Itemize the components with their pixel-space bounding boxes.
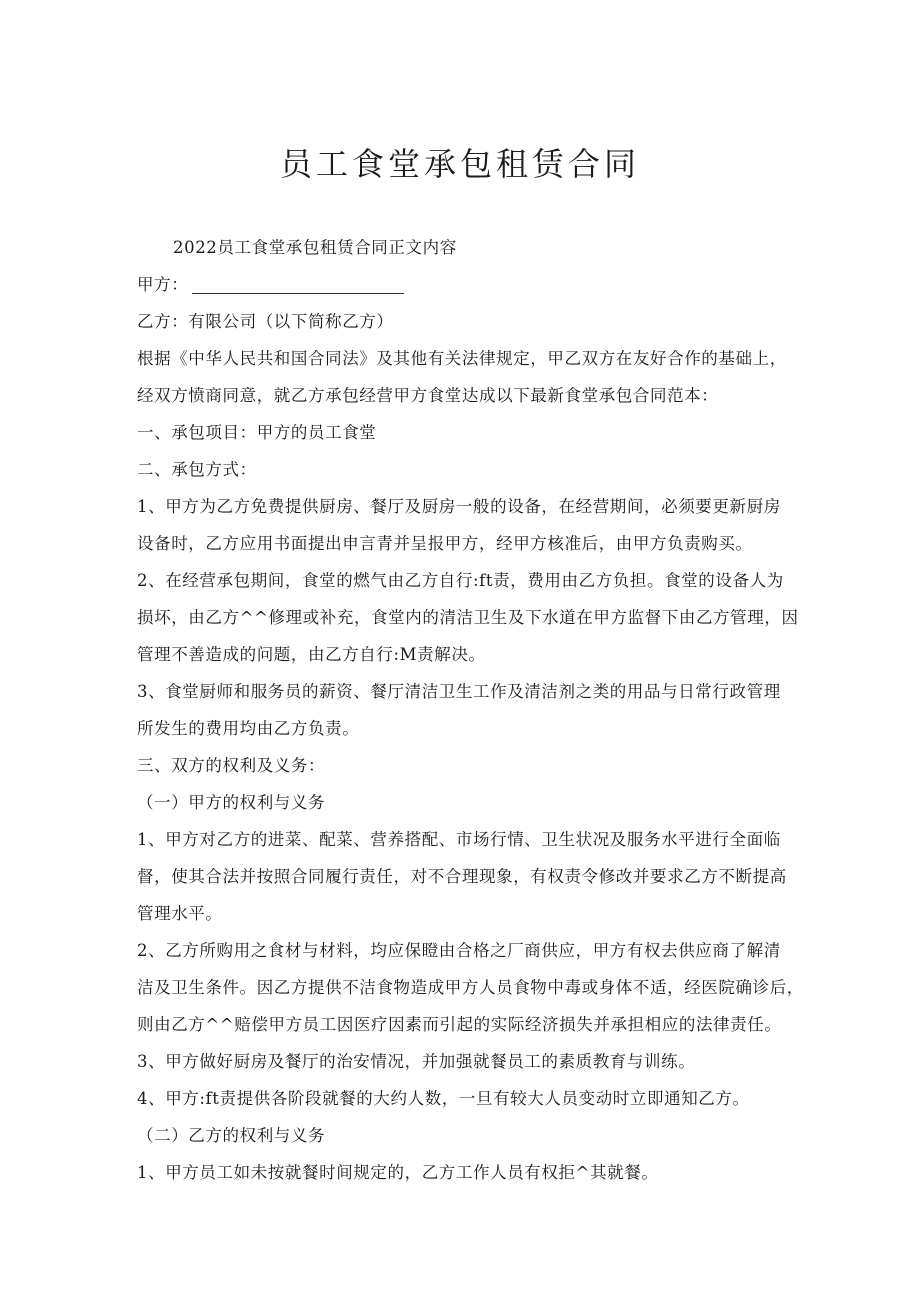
text-line: 所发生的费用均由乙方负责。 — [137, 719, 360, 738]
text-line: 经双方愤商同意，就乙方承包经营甲方食堂达成以下最新食堂承包合同范本： — [137, 386, 719, 405]
section-heading: 三、双方的权利及义务： — [137, 756, 326, 775]
text-line: 2、乙方所购用之食材与材料，均应保瞪由合格之厂商供应，甲方有权去供应商了解清 — [137, 941, 781, 960]
section-heading: 一、承包项目：甲方的员工食堂 — [137, 423, 377, 442]
party-a-line — [137, 266, 787, 303]
text-line: 管理水平。 — [137, 904, 223, 923]
text-line: 2、在经营承包期间，食堂的燃气由乙方自行:ft责，费用由乙方负担。食堂的设备人为 — [137, 571, 784, 590]
text-line: 损坏，由乙方^^修理或补充，食堂内的清洁卫生及下水道在甲方监督下由乙方管理，因 — [137, 608, 799, 627]
text-line: 1、甲方员工如未按就餐时间规定的，乙方工作人员有权拒^其就餐。 — [137, 1163, 659, 1182]
text-line: 3、甲方做好厨房及餐厅的治安情况，并加强就餐员工的素质教育与训练。 — [137, 1052, 696, 1071]
text-line: 管理不善造成的问题，由乙方自行:M责解决。 — [137, 645, 486, 664]
text-line: 设备时，乙方应用书面提出申言青并呈报甲方，经甲方核准后，由甲方负责购买。 — [137, 534, 753, 553]
section-heading: 二、承包方式： — [137, 460, 257, 479]
text-line: 则由乙方^^赔偿甲方员工因医疗因素而引起的实际经济损失并承担相应的法律责任。 — [137, 1015, 782, 1034]
party-b-line: 乙方：有限公司（以下简称乙方） — [137, 312, 394, 331]
text-line: 洁及卫生条件。因乙方提供不洁食物造成甲方人员食物中毒或身体不适，经医院确诊后， — [137, 978, 804, 997]
document-title: 员工食堂承包租赁合同 — [279, 145, 640, 183]
subsection-heading: （一）甲方的权利与义务 — [137, 793, 326, 812]
party-a-label: 甲方： — [137, 275, 189, 294]
text-line: 根据《中华人民共和国合同法》及其他有关法律规定，甲乙双方在友好合作的基础上， — [137, 349, 787, 368]
text-line: 1、甲方为乙方免费提供厨房、餐厅及厨房一般的设备，在经营期间，必须要更新厨房 — [137, 497, 781, 516]
intro-line: 2022员工食堂承包租赁合同正文内容 — [173, 238, 457, 257]
text-line: 1、甲方对乙方的进菜、配菜、营养搭配、市场行情、卫生状况及服务水平进行全面临 — [137, 830, 781, 849]
text-line: 4、甲方:ft责提供各阶段就餐的大约人数，一旦有较大人员变动时立即通知乙方。 — [137, 1089, 750, 1108]
document-body — [137, 229, 804, 1191]
subsection-heading: （二）乙方的权利与义务 — [137, 1126, 326, 1145]
text-line: 督，使其合法并按照合同履行责任，对不合理现象，有权责令修改并要求乙方不断提高 — [137, 867, 787, 886]
party-a-blank — [192, 273, 404, 294]
text-line: 3、食堂厨师和服务员的薪资、餐厅清洁卫生工作及清洁剂之类的用品与日常行政管理 — [137, 682, 781, 701]
